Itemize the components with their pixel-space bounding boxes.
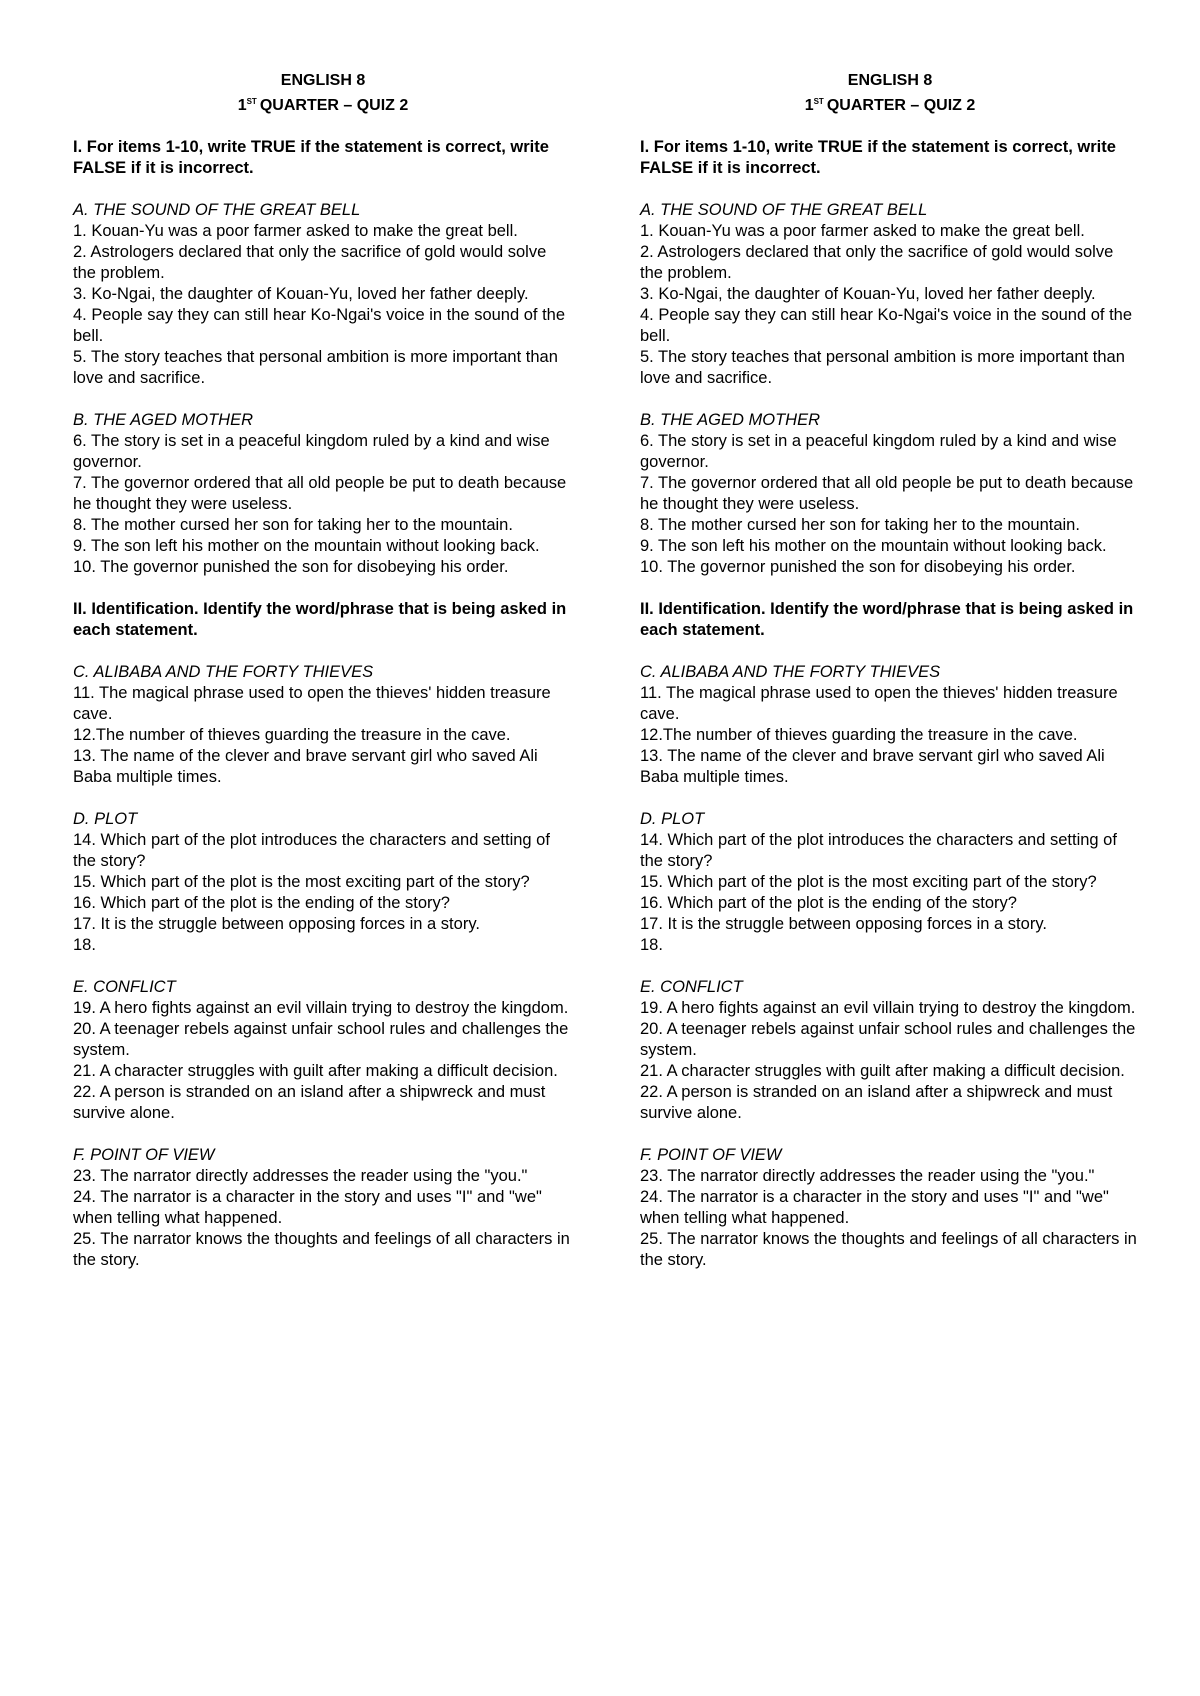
quiz-item: 7. The governor ordered that all old people be put to death because he thought they were useless. <box>640 474 1134 513</box>
quiz-item: 17. It is the struggle between opposing forces in a story. <box>73 915 480 933</box>
part1-instruction: I. For items 1-10, write TRUE if the statement is correct, write FALSE if it is incorrect. <box>640 138 1116 177</box>
quiz-item: 4. People say they can still hear Ko-Ngai's voice in the sound of the bell. <box>640 306 1133 345</box>
quiz-item: 1. Kouan-Yu was a poor farmer asked to make the great bell. <box>640 222 1085 240</box>
quiz-item: 2. Astrologers declared that only the sacrifice of gold would solve the problem. <box>73 243 547 282</box>
quiz-item: 16. Which part of the plot is the ending of the story? <box>73 894 450 912</box>
quiz-item: 22. A person is stranded on an island after a shipwreck and must survive alone. <box>640 1083 1113 1122</box>
quiz-quarter <box>73 91 573 116</box>
quarter-number: 1 <box>237 97 247 114</box>
quiz-item: 18. <box>640 936 663 954</box>
quarter-superscript: ST <box>246 97 257 106</box>
quiz-item: 22. A person is stranded on an island after a shipwreck and must survive alone. <box>73 1083 546 1122</box>
quiz-item: 14. Which part of the plot introduces the characters and setting of the story? <box>73 831 550 870</box>
quiz-item: 12.The number of thieves guarding the treasure in the cave. <box>640 726 1078 744</box>
quiz-item: 14. Which part of the plot introduces the characters and setting of the story? <box>640 831 1117 870</box>
quiz-item: 25. The narrator knows the thoughts and feelings of all characters in the story. <box>640 1230 1137 1269</box>
quiz-item: 5. The story teaches that personal ambition is more important than love and sacrifice. <box>640 348 1125 387</box>
quiz-item: 13. The name of the clever and brave servant girl who saved Ali Baba multiple times. <box>73 747 538 786</box>
quiz-item: 3. Ko-Ngai, the daughter of Kouan-Yu, loved her father deeply. <box>640 285 1096 303</box>
section-c-title: C. ALIBABA AND THE FORTY THIEVES <box>73 663 374 681</box>
quiz-item: 21. A character struggles with guilt after making a difficult decision. <box>640 1062 1125 1080</box>
section-b-title: B. THE AGED MOTHER <box>73 411 253 429</box>
quiz-item: 5. The story teaches that personal ambition is more important than love and sacrifice. <box>73 348 558 387</box>
quiz-item: 10. The governor punished the son for disobeying his order. <box>73 558 509 576</box>
section-d-title: D. PLOT <box>73 810 138 828</box>
part2-instruction: II. Identification. Identify the word/phrase that is being asked in each statement. <box>73 600 567 639</box>
quiz-item: 6. The story is set in a peaceful kingdom ruled by a kind and wise governor. <box>73 432 550 471</box>
quiz-item: 16. Which part of the plot is the ending of the story? <box>640 894 1017 912</box>
quiz-item: 4. People say they can still hear Ko-Ngai's voice in the sound of the bell. <box>73 306 566 345</box>
quiz-item: 20. A teenager rebels against unfair school rules and challenges the system. <box>640 1020 1136 1059</box>
section-d-title: D. PLOT <box>640 810 705 828</box>
quiz-item: 9. The son left his mother on the mountain without looking back. <box>73 537 540 555</box>
quiz-item: 3. Ko-Ngai, the daughter of Kouan-Yu, loved her father deeply. <box>73 285 529 303</box>
quiz-item: 24. The narrator is a character in the story and uses "I" and "we" when telling what happened. <box>640 1188 1109 1227</box>
quiz-item: 23. The narrator directly addresses the reader using the "you." <box>73 1167 528 1185</box>
section-e-title: E. CONFLICT <box>73 978 176 996</box>
quarter-label: QUARTER – QUIZ 2 <box>259 97 409 114</box>
quarter-label: QUARTER – QUIZ 2 <box>826 97 976 114</box>
quiz-item: 2. Astrologers declared that only the sacrifice of gold would solve the problem. <box>640 243 1114 282</box>
quiz-item: 7. The governor ordered that all old people be put to death because he thought they were useless. <box>73 474 567 513</box>
quiz-item: 12.The number of thieves guarding the treasure in the cave. <box>73 726 511 744</box>
quiz-item: 19. A hero fights against an evil villain trying to destroy the kingdom. <box>640 999 1136 1017</box>
quarter-number: 1 <box>804 97 814 114</box>
quiz-column-right <box>640 70 1140 1271</box>
quiz-item: 11. The magical phrase used to open the thieves' hidden treasure cave. <box>73 684 551 723</box>
section-a-title: A. THE SOUND OF THE GREAT BELL <box>640 201 928 219</box>
section-b-title: B. THE AGED MOTHER <box>640 411 820 429</box>
quiz-item: 11. The magical phrase used to open the thieves' hidden treasure cave. <box>640 684 1118 723</box>
section-f-title: F. POINT OF VIEW <box>73 1146 215 1164</box>
section-f-title: F. POINT OF VIEW <box>640 1146 782 1164</box>
section-e-title: E. CONFLICT <box>640 978 743 996</box>
quiz-item: 13. The name of the clever and brave servant girl who saved Ali Baba multiple times. <box>640 747 1105 786</box>
section-a-title: A. THE SOUND OF THE GREAT BELL <box>73 201 361 219</box>
quiz-item: 25. The narrator knows the thoughts and feelings of all characters in the story. <box>73 1230 570 1269</box>
quiz-item: 15. Which part of the plot is the most exciting part of the story? <box>73 873 530 891</box>
quiz-item: 20. A teenager rebels against unfair school rules and challenges the system. <box>73 1020 569 1059</box>
quiz-subject: ENGLISH 8 <box>280 72 366 89</box>
quiz-item: 10. The governor punished the son for disobeying his order. <box>640 558 1076 576</box>
part1-instruction: I. For items 1-10, write TRUE if the statement is correct, write FALSE if it is incorrect. <box>73 138 549 177</box>
part2-instruction: II. Identification. Identify the word/phrase that is being asked in each statement. <box>640 600 1134 639</box>
quiz-item: 9. The son left his mother on the mountain without looking back. <box>640 537 1107 555</box>
quarter-superscript: ST <box>813 97 824 106</box>
quiz-item: 17. It is the struggle between opposing forces in a story. <box>640 915 1047 933</box>
quiz-item: 15. Which part of the plot is the most exciting part of the story? <box>640 873 1097 891</box>
quiz-item: 8. The mother cursed her son for taking her to the mountain. <box>73 516 513 534</box>
quiz-item: 8. The mother cursed her son for taking her to the mountain. <box>640 516 1080 534</box>
quiz-item: 21. A character struggles with guilt after making a difficult decision. <box>73 1062 558 1080</box>
quiz-item: 18. <box>73 936 96 954</box>
quiz-quarter <box>640 91 1140 116</box>
quiz-item: 23. The narrator directly addresses the reader using the "you." <box>640 1167 1095 1185</box>
quiz-subject: ENGLISH 8 <box>847 72 933 89</box>
quiz-item: 6. The story is set in a peaceful kingdom ruled by a kind and wise governor. <box>640 432 1117 471</box>
quiz-column-left <box>73 70 573 1271</box>
quiz-item: 19. A hero fights against an evil villain trying to destroy the kingdom. <box>73 999 569 1017</box>
quiz-item: 1. Kouan-Yu was a poor farmer asked to make the great bell. <box>73 222 518 240</box>
section-c-title: C. ALIBABA AND THE FORTY THIEVES <box>640 663 941 681</box>
quiz-item: 24. The narrator is a character in the story and uses "I" and "we" when telling what happened. <box>73 1188 542 1227</box>
